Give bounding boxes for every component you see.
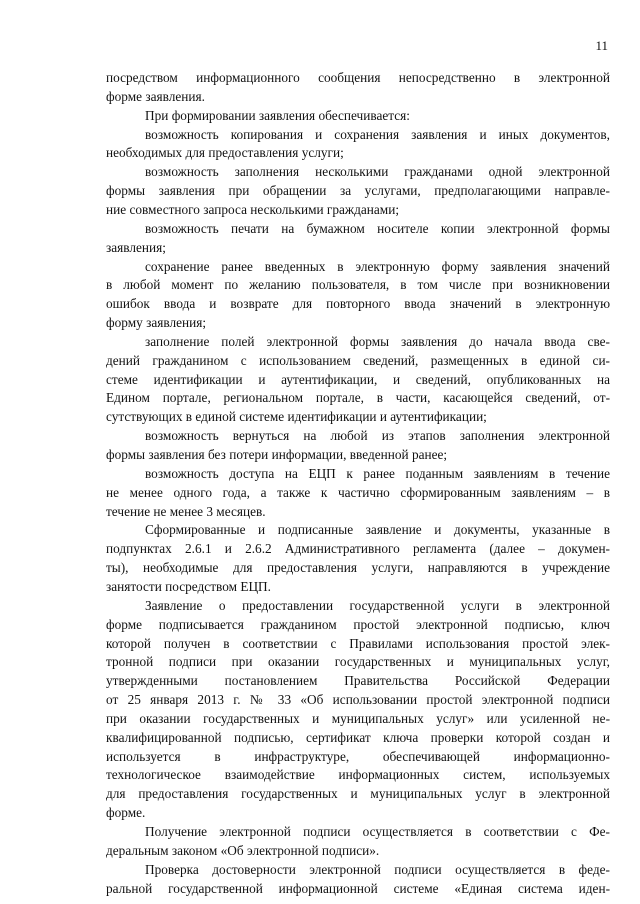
text-line: заявления; <box>106 239 166 255</box>
text-line: форме. <box>106 805 146 821</box>
text-line: возможность печати на бумажном носителе копии электронной формы <box>145 220 610 236</box>
text-line: для предоставления государственных и муниципальных услуг в электронной <box>106 786 610 802</box>
text-line: Заявление о предоставлении государственной услуги в электронной <box>145 597 610 613</box>
text-line: занятости посредством ЕЦП. <box>106 578 271 594</box>
text-line: ошибок ввода и возврате для повторного ввода значений в электронную <box>106 296 610 312</box>
page-number: 11 <box>595 38 608 53</box>
text-line: используется в инфраструктуре, обеспечивающей информационно- <box>106 748 610 764</box>
text-line: возможность заполнения несколькими гражданами одной электронной <box>145 164 610 180</box>
text-line: стеме идентификации и аутентификации, и сведений, опубликованных на <box>106 371 610 387</box>
text-line: форме подписывается гражданином простой электронной подписью, ключ <box>106 616 610 632</box>
text-line: технологическое взаимодействие информационных систем, используемых <box>106 767 610 783</box>
text-line: заполнение полей электронной формы заявления до начала ввода све- <box>145 333 610 349</box>
text-line: ние совместного запроса несколькими гражданами; <box>106 201 400 217</box>
text-line: возможность копирования и сохранения заявления и иных документов, <box>145 126 610 142</box>
text-line: необходимых для предоставления услуги; <box>106 145 344 161</box>
text-line: формы заявления без потери информации, введенной ранее; <box>106 447 448 462</box>
text-line: в любой момент по желанию пользователя, в том числе при возникновении <box>106 277 610 293</box>
text-line: Сформированные и подписанные заявление и документы, указанные в <box>145 522 610 538</box>
text-line: Проверка достоверности электронной подписи осуществляется в феде- <box>145 861 610 877</box>
text-line: сохранение ранее введенных в электронную форму заявления значений <box>145 258 610 274</box>
text-line: ты), необходимые для предоставления услуги, направляются в учреждение <box>106 560 610 576</box>
text-line: течение не менее 3 месяцев. <box>106 503 266 519</box>
text-line: не менее одного года, а также к частично сформированным заявлениям – в <box>106 484 610 500</box>
text-line: от 25 января 2013 г. № 33 «Об использовании простой электронной подписи <box>106 692 610 708</box>
text-line: форму заявления; <box>106 315 207 331</box>
text-line: возможность доступа на ЕЦП к ранее поданным заявлениям в течение <box>145 465 610 481</box>
text-line: ральной государственной информационной системе «Единая система иден- <box>106 880 610 896</box>
text-line: Получение электронной подписи осуществляется в соответствии с Фе- <box>145 824 610 839</box>
text-line: форме заявления. <box>106 88 205 104</box>
text-line: утвержденными постановлением Правительства Российской Федерации <box>106 673 610 689</box>
text-line: тронной подписи при оказании государственных и муниципальных услуг, <box>106 654 610 670</box>
text-line: квалифицированной подписью, сертификат ключа проверки которой создан и <box>106 729 610 745</box>
text-line: деральным законом «Об электронной подписи». <box>106 842 380 858</box>
text-line: возможность вернуться на любой из этапов заполнения электронной <box>145 428 610 444</box>
text-line: посредством информационного сообщения непосредственно в электронной <box>106 70 610 85</box>
text-line: подпунктах 2.6.1 и 2.6.2 Административного регламента (далее – докумен- <box>106 541 610 557</box>
text-line: при оказании государственных и муниципальных услуг» или усиленной не- <box>106 710 610 726</box>
text-line: Едином портале, региональном портале, в части, касающейся сведений, от- <box>106 390 610 406</box>
text-line: формы заявления при обращении за услугами, предполагающими направле- <box>106 183 610 199</box>
text-line: которой получен в соответствии с Правилами использования простой элек- <box>106 635 610 651</box>
text-line: дений гражданином с использованием сведений, размещенных в единой си- <box>106 352 610 368</box>
text-line: сутствующих в единой системе идентификации и аутентификации; <box>106 409 487 425</box>
text-line: При формировании заявления обеспечивается: <box>145 107 410 123</box>
